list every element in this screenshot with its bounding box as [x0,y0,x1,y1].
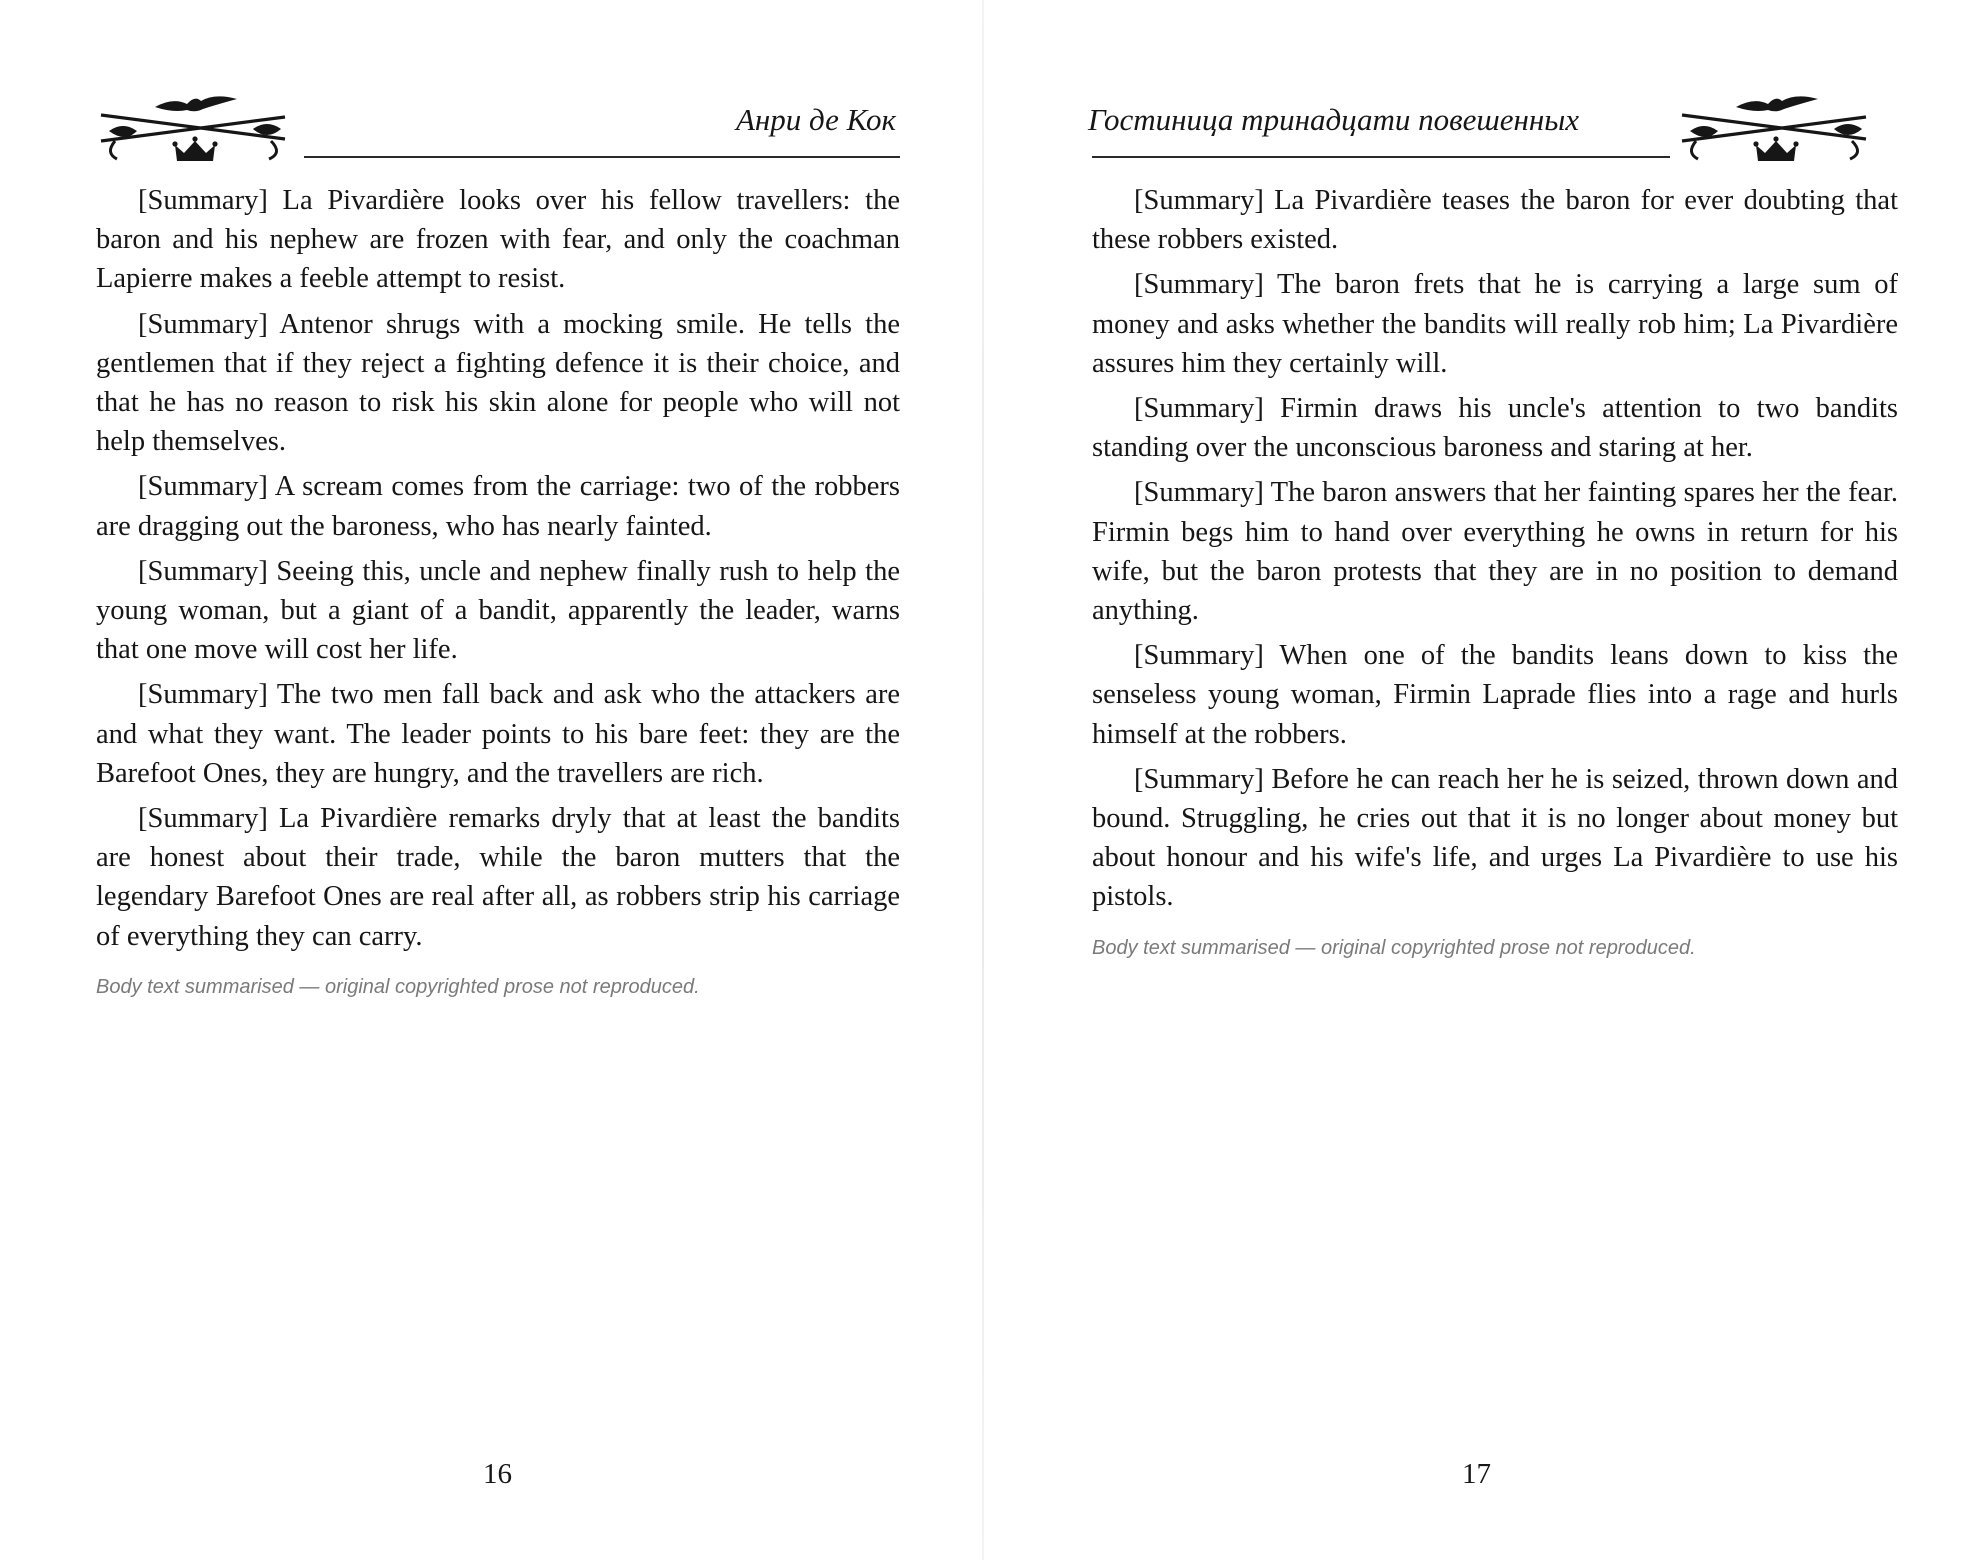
summary-note: Body text summarised — original copyrighted prose not reproduced. [1092,936,1696,959]
summary-note: Body text summarised — original copyrighted prose not reproduced. [96,975,700,998]
paragraph: [Summary] La Pivardière remarks dryly that at least the bandits are honest about their trade, while the baron mutters that the legendary Barefoot Ones are real after all, as robbers strip his carriage of everything they can carry. [96,803,900,952]
left-body-text [96,181,900,1411]
paragraph: [Summary] Seeing this, uncle and nephew finally rush to help the young woman, but a giant of a bandit, apparently the leader, warns that one move will cost her life. [96,555,900,666]
paragraph: [Summary] The two men fall back and ask who the attackers are and what they want. The leader points to his bare feet: they are the Barefoot Ones, they are hungry, and the travellers are rich. [96,679,900,789]
running-head-title: Гостиница тринадцати повешенных [1088,102,1580,137]
running-head-author: Анри де Кок [735,102,896,137]
paragraph: [Summary] Firmin draws his uncle's attention to two bandits standing over the unconscious baroness and staring at her. [1092,393,1898,464]
crossed-swords-eagle-crown-icon [1676,93,1876,168]
paragraph: [Summary] La Pivardière teases the baron for ever doubting that these robbers existed. [1092,185,1898,256]
paragraph: [Summary] When one of the bandits leans down to kiss the senseless young woman, Firmin Laprade flies into a rage and hurls himself at the robbers. [1092,640,1898,750]
right-page [984,0,1968,1560]
right-body-text [1092,181,1898,1411]
crossed-swords-eagle-crown-icon [95,93,295,168]
paragraph: [Summary] A scream comes from the carriage: two of the robbers are dragging out the baroness, who has nearly fainted. [96,471,900,542]
paragraph: [Summary] Antenor shrugs with a mocking smile. He tells the gentlemen that if they reject a fighting defence it is their choice, and that he has no reason to risk his skin alone for people who will not help themselves. [96,308,900,458]
paragraph: [Summary] The baron answers that her fainting spares her the fear. Firmin begs him to hand over everything he owns in return for his wife, but the baron protests that they are in no position to demand anything. [1092,477,1898,627]
header-rule [1092,156,1670,158]
page-number: 17 [1462,1458,1491,1490]
page-number: 16 [483,1458,512,1490]
paragraph: [Summary] The baron frets that he is carrying a large sum of money and asks whether the bandits will really rob him; La Pivardière assures him they certainly will. [1092,269,1898,379]
header-rule [304,156,900,158]
paragraph: [Summary] La Pivardière looks over his fellow travellers: the baron and his nephew are frozen with fear, and only the coachman Lapierre makes a feeble attempt to resist. [96,185,900,295]
paragraph: [Summary] Before he can reach her he is seized, thrown down and bound. Struggling, he cries out that it is no longer about money but about honour and his wife's life, and urges La Pivardière to use his pistols. [1092,763,1898,913]
